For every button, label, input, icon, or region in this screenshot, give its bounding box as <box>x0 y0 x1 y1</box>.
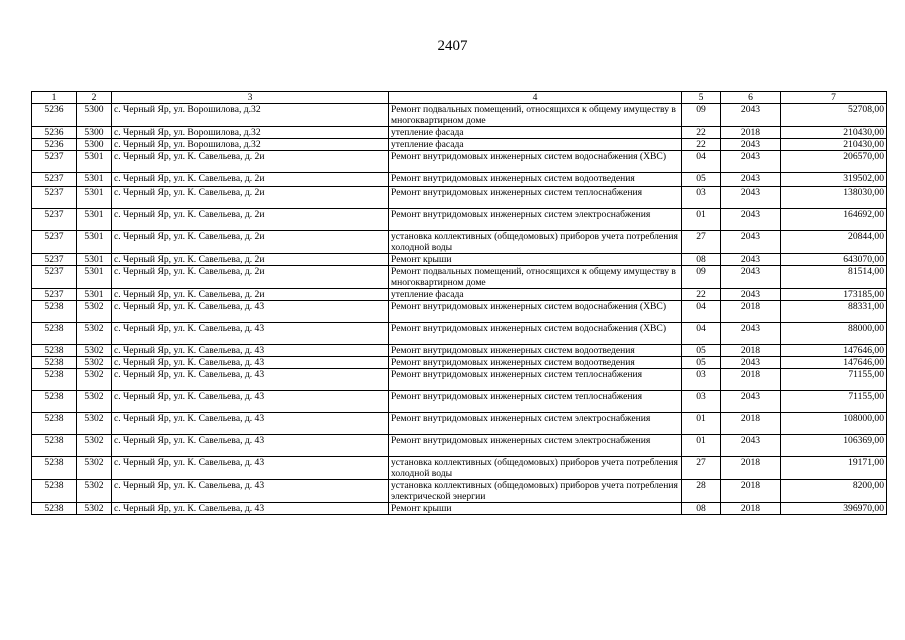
work-type-cell: установка коллективных (общедомовых) приборов учета потребления холодной воды <box>389 457 682 480</box>
house-code-cell: 5301 <box>77 231 112 254</box>
address-cell: с. Черный Яр, ул. К. Савельева, д. 43 <box>112 435 389 457</box>
house-code-cell: 5302 <box>77 503 112 515</box>
table-row <box>32 503 887 515</box>
table-row <box>32 391 887 413</box>
table-row <box>32 289 887 301</box>
row-number-cell: 5237 <box>32 187 77 209</box>
work-type-cell: установка коллективных (общедомовых) приборов учета потребления холодной воды <box>389 231 682 254</box>
address-cell: с. Черный Яр, ул. К. Савельева, д. 43 <box>112 457 389 480</box>
row-number-cell: 5238 <box>32 435 77 457</box>
year-cell: 2043 <box>721 139 781 151</box>
cost-cell: 88000,00 <box>781 323 887 345</box>
house-code-cell: 5302 <box>77 391 112 413</box>
work-code-cell: 03 <box>682 187 721 209</box>
year-cell: 2018 <box>721 301 781 323</box>
year-cell: 2043 <box>721 266 781 289</box>
row-number-cell: 5238 <box>32 369 77 391</box>
cost-cell: 206570,00 <box>781 151 887 173</box>
column-header: 7 <box>781 92 887 104</box>
row-number-cell: 5237 <box>32 289 77 301</box>
table-body <box>32 104 887 515</box>
year-cell: 2043 <box>721 391 781 413</box>
address-cell: с. Черный Яр, ул. Ворошилова, д.32 <box>112 104 389 127</box>
cost-cell: 106369,00 <box>781 435 887 457</box>
year-cell: 2018 <box>721 480 781 503</box>
table-row <box>32 480 887 503</box>
row-number-cell: 5238 <box>32 457 77 480</box>
work-code-cell: 04 <box>682 323 721 345</box>
cost-cell: 147646,00 <box>781 357 887 369</box>
work-type-cell: Ремонт крыши <box>389 503 682 515</box>
row-number-cell: 5238 <box>32 391 77 413</box>
address-cell: с. Черный Яр, ул. К. Савельева, д. 43 <box>112 480 389 503</box>
address-cell: с. Черный Яр, ул. К. Савельева, д. 2и <box>112 254 389 266</box>
table-row <box>32 209 887 231</box>
cost-cell: 52708,00 <box>781 104 887 127</box>
work-code-cell: 22 <box>682 127 721 139</box>
cost-cell: 71155,00 <box>781 369 887 391</box>
table-row <box>32 254 887 266</box>
work-type-cell: Ремонт крыши <box>389 254 682 266</box>
house-code-cell: 5302 <box>77 345 112 357</box>
work-code-cell: 01 <box>682 435 721 457</box>
table-row <box>32 435 887 457</box>
work-code-cell: 09 <box>682 266 721 289</box>
work-code-cell: 27 <box>682 457 721 480</box>
work-type-cell: утепление фасада <box>389 127 682 139</box>
table-row <box>32 357 887 369</box>
row-number-cell: 5238 <box>32 323 77 345</box>
work-type-cell: Ремонт внутридомовых инженерных систем электроснабжения <box>389 413 682 435</box>
house-code-cell: 5301 <box>77 187 112 209</box>
work-code-cell: 04 <box>682 301 721 323</box>
column-header: 4 <box>389 92 682 104</box>
house-code-cell: 5301 <box>77 151 112 173</box>
table-row <box>32 127 887 139</box>
house-code-cell: 5302 <box>77 323 112 345</box>
address-cell: с. Черный Яр, ул. К. Савельева, д. 43 <box>112 503 389 515</box>
year-cell: 2043 <box>721 187 781 209</box>
year-cell: 2018 <box>721 503 781 515</box>
year-cell: 2043 <box>721 209 781 231</box>
table-row <box>32 231 887 254</box>
house-code-cell: 5301 <box>77 266 112 289</box>
address-cell: с. Черный Яр, ул. Ворошилова, д.32 <box>112 127 389 139</box>
address-cell: с. Черный Яр, ул. К. Савельева, д. 43 <box>112 391 389 413</box>
work-type-cell: Ремонт подвальных помещений, относящихся к общему имуществу в многоквартирном доме <box>389 266 682 289</box>
header-row <box>32 92 887 104</box>
table-row <box>32 323 887 345</box>
work-type-cell: установка коллективных (общедомовых) приборов учета потребления электрической энергии <box>389 480 682 503</box>
house-code-cell: 5302 <box>77 457 112 480</box>
year-cell: 2043 <box>721 151 781 173</box>
cost-cell: 71155,00 <box>781 391 887 413</box>
table-row <box>32 369 887 391</box>
row-number-cell: 5236 <box>32 139 77 151</box>
row-number-cell: 5238 <box>32 357 77 369</box>
work-type-cell: Ремонт внутридомовых инженерных систем водоснабжения (ХВС) <box>389 151 682 173</box>
cost-cell: 147646,00 <box>781 345 887 357</box>
table-row <box>32 413 887 435</box>
house-code-cell: 5301 <box>77 254 112 266</box>
address-cell: с. Черный Яр, ул. К. Савельева, д. 43 <box>112 369 389 391</box>
house-code-cell: 5300 <box>77 139 112 151</box>
table-row <box>32 187 887 209</box>
house-code-cell: 5302 <box>77 480 112 503</box>
work-type-cell: Ремонт внутридомовых инженерных систем теплоснабжения <box>389 391 682 413</box>
address-cell: с. Черный Яр, ул. Ворошилова, д.32 <box>112 139 389 151</box>
work-code-cell: 05 <box>682 357 721 369</box>
address-cell: с. Черный Яр, ул. К. Савельева, д. 43 <box>112 345 389 357</box>
house-code-cell: 5302 <box>77 357 112 369</box>
row-number-cell: 5237 <box>32 231 77 254</box>
row-number-cell: 5238 <box>32 301 77 323</box>
cost-cell: 396970,00 <box>781 503 887 515</box>
address-cell: с. Черный Яр, ул. К. Савельева, д. 2и <box>112 173 389 187</box>
work-code-cell: 03 <box>682 369 721 391</box>
address-cell: с. Черный Яр, ул. К. Савельева, д. 2и <box>112 266 389 289</box>
work-code-cell: 04 <box>682 151 721 173</box>
work-code-cell: 09 <box>682 104 721 127</box>
house-code-cell: 5302 <box>77 435 112 457</box>
year-cell: 2043 <box>721 254 781 266</box>
house-code-cell: 5300 <box>77 127 112 139</box>
address-cell: с. Черный Яр, ул. К. Савельева, д. 2и <box>112 231 389 254</box>
work-type-cell: Ремонт подвальных помещений, относящихся к общему имуществу в многоквартирном доме <box>389 104 682 127</box>
year-cell: 2043 <box>721 104 781 127</box>
work-type-cell: Ремонт внутридомовых инженерных систем водоснабжения (ХВС) <box>389 301 682 323</box>
row-number-cell: 5238 <box>32 413 77 435</box>
register-table <box>31 91 887 515</box>
cost-cell: 138030,00 <box>781 187 887 209</box>
cost-cell: 8200,00 <box>781 480 887 503</box>
work-type-cell: Ремонт внутридомовых инженерных систем водоотведения <box>389 357 682 369</box>
work-code-cell: 01 <box>682 209 721 231</box>
address-cell: с. Черный Яр, ул. К. Савельева, д. 2и <box>112 151 389 173</box>
house-code-cell: 5301 <box>77 289 112 301</box>
work-type-cell: Ремонт внутридомовых инженерных систем водоснабжения (ХВС) <box>389 323 682 345</box>
row-number-cell: 5237 <box>32 209 77 231</box>
house-code-cell: 5301 <box>77 209 112 231</box>
table-row <box>32 139 887 151</box>
house-code-cell: 5302 <box>77 369 112 391</box>
row-number-cell: 5237 <box>32 266 77 289</box>
work-code-cell: 22 <box>682 289 721 301</box>
address-cell: с. Черный Яр, ул. К. Савельева, д. 43 <box>112 413 389 435</box>
work-type-cell: Ремонт внутридомовых инженерных систем теплоснабжения <box>389 187 682 209</box>
row-number-cell: 5236 <box>32 127 77 139</box>
work-type-cell: Ремонт внутридомовых инженерных систем электроснабжения <box>389 435 682 457</box>
address-cell: с. Черный Яр, ул. К. Савельева, д. 43 <box>112 301 389 323</box>
work-code-cell: 28 <box>682 480 721 503</box>
work-code-cell: 05 <box>682 173 721 187</box>
year-cell: 2043 <box>721 323 781 345</box>
work-type-cell: утепление фасада <box>389 139 682 151</box>
house-code-cell: 5301 <box>77 173 112 187</box>
page-number: 2407 <box>437 38 468 54</box>
cost-cell: 643070,00 <box>781 254 887 266</box>
table-row <box>32 151 887 173</box>
address-cell: с. Черный Яр, ул. К. Савельева, д. 43 <box>112 357 389 369</box>
work-code-cell: 03 <box>682 391 721 413</box>
cost-cell: 88331,00 <box>781 301 887 323</box>
table-row <box>32 173 887 187</box>
address-cell: с. Черный Яр, ул. К. Савельева, д. 43 <box>112 323 389 345</box>
work-code-cell: 08 <box>682 254 721 266</box>
year-cell: 2018 <box>721 413 781 435</box>
row-number-cell: 5237 <box>32 151 77 173</box>
year-cell: 2018 <box>721 127 781 139</box>
work-code-cell: 01 <box>682 413 721 435</box>
work-type-cell: Ремонт внутридомовых инженерных систем электроснабжения <box>389 209 682 231</box>
work-type-cell: Ремонт внутридомовых инженерных систем теплоснабжения <box>389 369 682 391</box>
table-row <box>32 345 887 357</box>
address-cell: с. Черный Яр, ул. К. Савельева, д. 2и <box>112 209 389 231</box>
cost-cell: 210430,00 <box>781 127 887 139</box>
year-cell: 2018 <box>721 345 781 357</box>
year-cell: 2043 <box>721 435 781 457</box>
house-code-cell: 5302 <box>77 413 112 435</box>
row-number-cell: 5236 <box>32 104 77 127</box>
row-number-cell: 5238 <box>32 503 77 515</box>
cost-cell: 20844,00 <box>781 231 887 254</box>
column-header: 2 <box>77 92 112 104</box>
work-code-cell: 27 <box>682 231 721 254</box>
work-type-cell: Ремонт внутридомовых инженерных систем водоотведения <box>389 173 682 187</box>
year-cell: 2043 <box>721 289 781 301</box>
row-number-cell: 5237 <box>32 254 77 266</box>
row-number-cell: 5238 <box>32 345 77 357</box>
cost-cell: 19171,00 <box>781 457 887 480</box>
table-row <box>32 457 887 480</box>
work-type-cell: утепление фасада <box>389 289 682 301</box>
cost-cell: 210430,00 <box>781 139 887 151</box>
row-number-cell: 5238 <box>32 480 77 503</box>
table-row <box>32 104 887 127</box>
work-code-cell: 05 <box>682 345 721 357</box>
house-code-cell: 5302 <box>77 301 112 323</box>
work-code-cell: 22 <box>682 139 721 151</box>
cost-cell: 81514,00 <box>781 266 887 289</box>
table-row <box>32 301 887 323</box>
year-cell: 2018 <box>721 457 781 480</box>
house-code-cell: 5300 <box>77 104 112 127</box>
year-cell: 2043 <box>721 173 781 187</box>
work-type-cell: Ремонт внутридомовых инженерных систем водоотведения <box>389 345 682 357</box>
row-number-cell: 5237 <box>32 173 77 187</box>
column-header: 1 <box>32 92 77 104</box>
column-header: 3 <box>112 92 389 104</box>
year-cell: 2043 <box>721 231 781 254</box>
address-cell: с. Черный Яр, ул. К. Савельева, д. 2и <box>112 187 389 209</box>
cost-cell: 173185,00 <box>781 289 887 301</box>
work-code-cell: 08 <box>682 503 721 515</box>
cost-cell: 319502,00 <box>781 173 887 187</box>
table-row <box>32 266 887 289</box>
cost-cell: 108000,00 <box>781 413 887 435</box>
year-cell: 2018 <box>721 369 781 391</box>
column-header: 6 <box>721 92 781 104</box>
year-cell: 2043 <box>721 357 781 369</box>
column-header: 5 <box>682 92 721 104</box>
cost-cell: 164692,00 <box>781 209 887 231</box>
address-cell: с. Черный Яр, ул. К. Савельева, д. 2и <box>112 289 389 301</box>
